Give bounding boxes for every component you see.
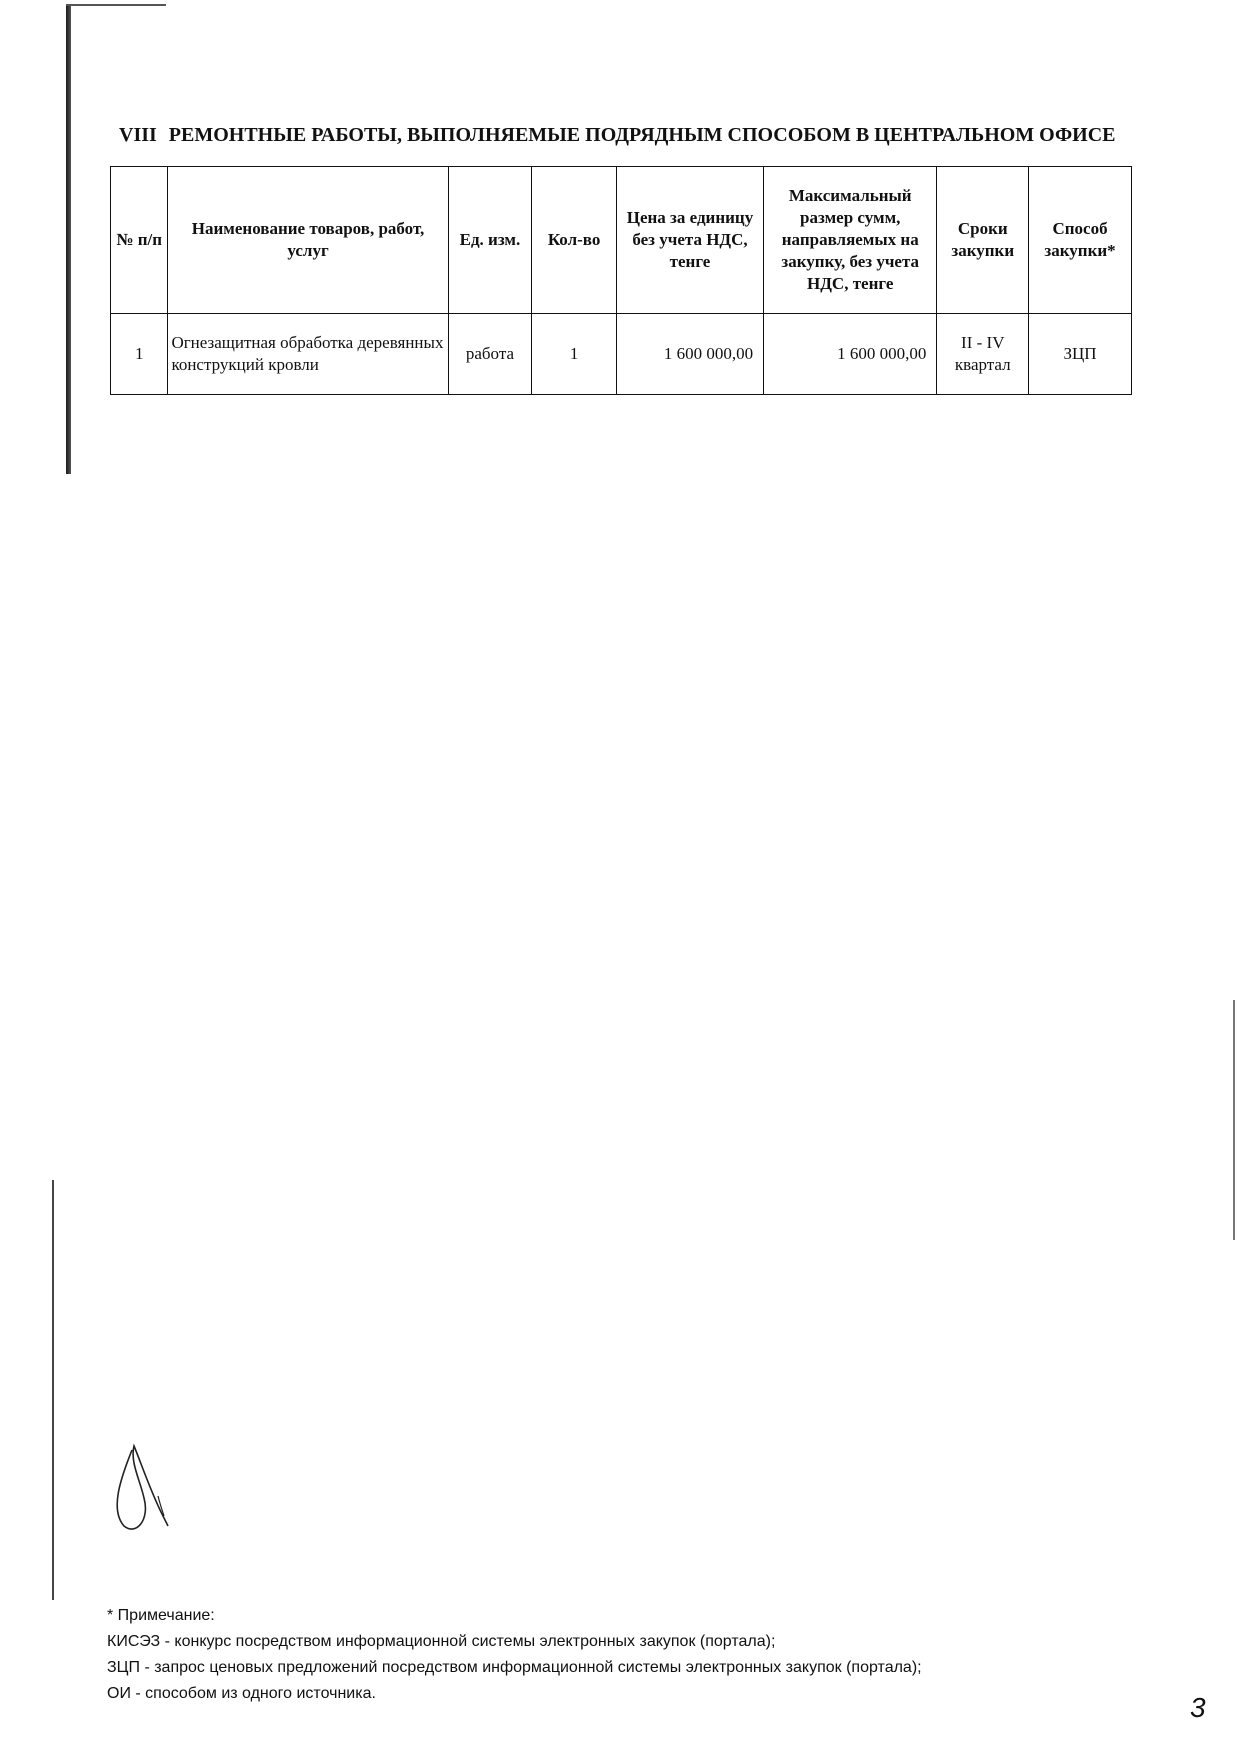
- header-period: Сроки закупки: [937, 167, 1029, 314]
- scan-edge-shadow-lower: [52, 1180, 54, 1600]
- cell-unit-price: 1 600 000,00: [616, 314, 763, 395]
- notes: [107, 1603, 1127, 1707]
- scan-edge-shadow: [66, 4, 71, 474]
- notes-heading: * Примечание:: [107, 1607, 215, 1624]
- handwritten-signature-icon: [110, 1440, 190, 1540]
- cell-unit: работа: [448, 314, 532, 395]
- scan-edge-shadow-top: [66, 4, 166, 6]
- header-name: Наименование товаров, работ, услуг: [168, 167, 448, 314]
- cell-method: ЗЦП: [1029, 314, 1132, 395]
- scan-edge-shadow-right: [1233, 1000, 1235, 1240]
- cell-name: Огнезащитная обработка деревянных конструкций кровли: [168, 314, 448, 395]
- note-line: ЗЦП - запрос ценовых предложений посредством информационной системы электронных закупок (портала);: [107, 1659, 922, 1676]
- procurement-table: [110, 166, 1132, 395]
- note-line: КИСЭЗ - конкурс посредством информационной системы электронных закупок (портала);: [107, 1633, 776, 1650]
- section-heading: [119, 124, 1139, 147]
- header-max-sum: Максимальный размер сумм, направляемых на закупку, без учета НДС, тенге: [764, 167, 937, 314]
- table-row: [111, 314, 1132, 395]
- header-unit-price: Цена за единицу без учета НДС, тенге: [616, 167, 763, 314]
- header-number: № п/п: [111, 167, 168, 314]
- cell-period: II - IV квартал: [937, 314, 1029, 395]
- header-unit: Ед. изм.: [448, 167, 532, 314]
- section-title: РЕМОНТНЫЕ РАБОТЫ, ВЫПОЛНЯЕМЫЕ ПОДРЯДНЫМ СПОСОБОМ В ЦЕНТРАЛЬНОМ ОФИСЕ: [168, 124, 1116, 146]
- page-number: 3: [1190, 1692, 1206, 1723]
- cell-quantity: 1: [532, 314, 617, 395]
- cell-max-sum: 1 600 000,00: [764, 314, 937, 395]
- cell-number: 1: [111, 314, 168, 395]
- table-header-row: [111, 167, 1132, 314]
- note-line: ОИ - способом из одного источника.: [107, 1685, 376, 1702]
- section-number: VIII: [119, 124, 157, 146]
- header-method: Способ закупки*: [1029, 167, 1132, 314]
- header-quantity: Кол-во: [532, 167, 617, 314]
